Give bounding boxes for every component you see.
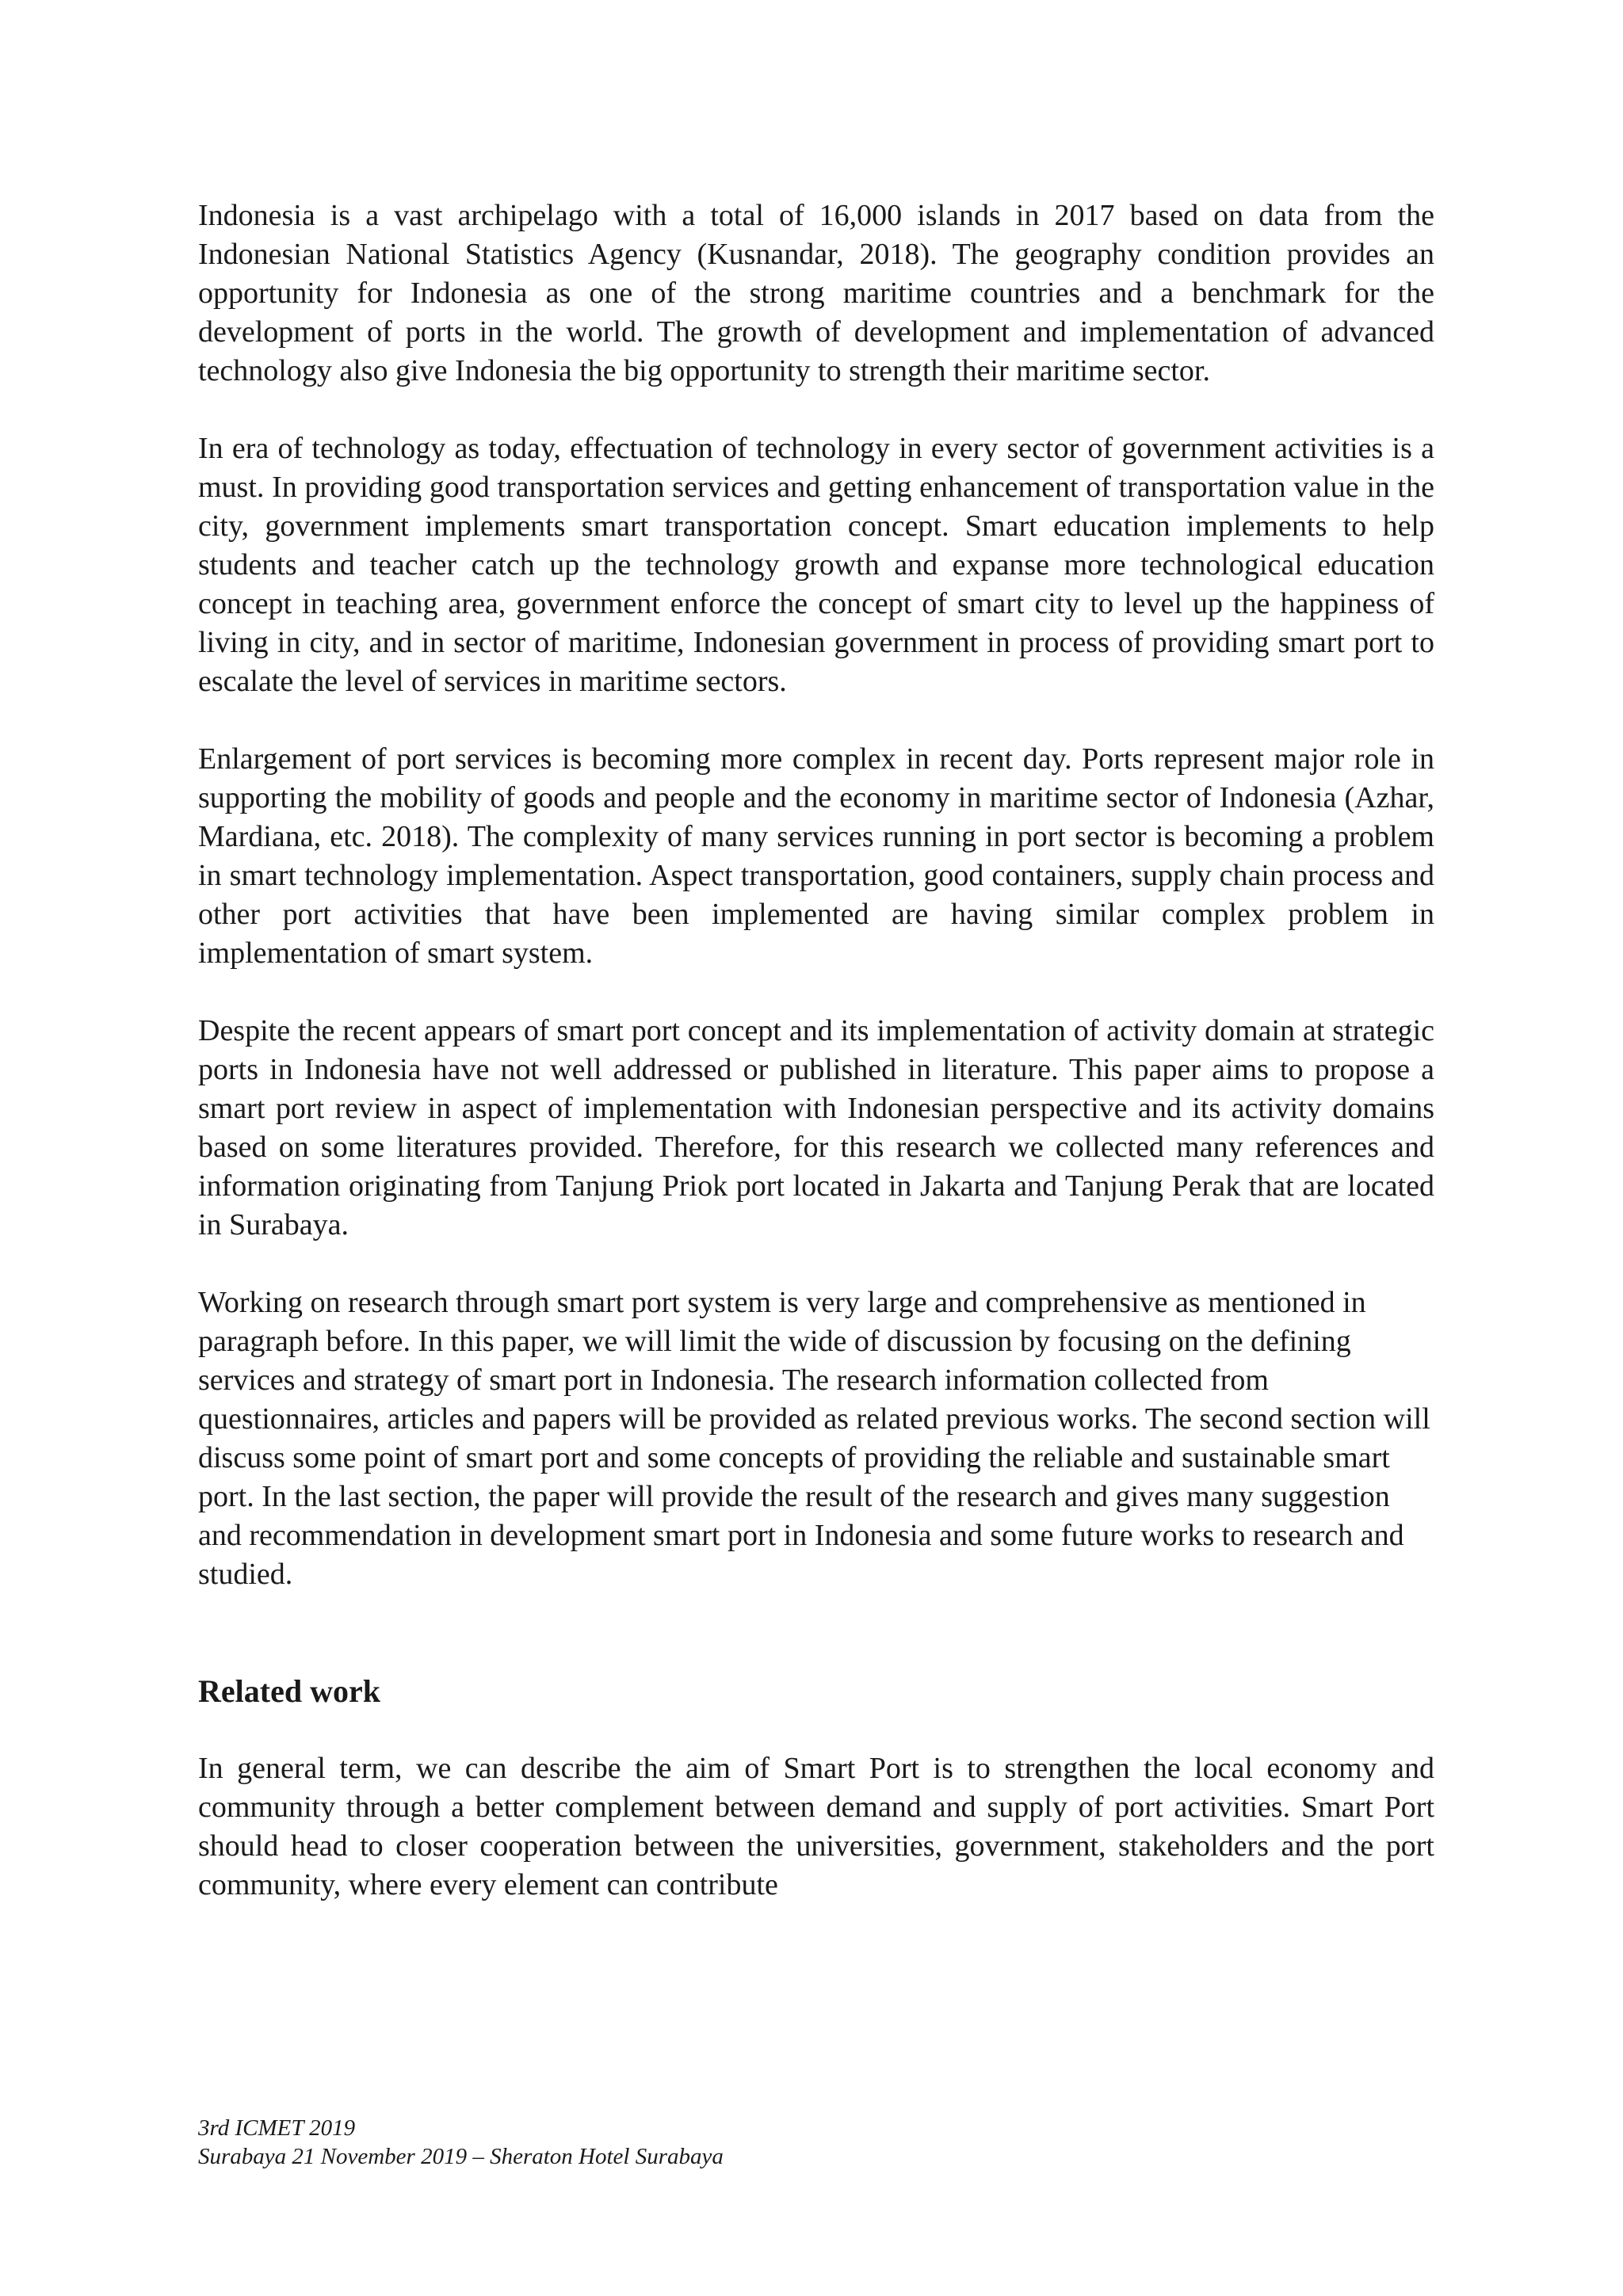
paragraph-related-work: In general term, we can describe the aim of Smart Port is to strengthen the local economy and community through a better complement between demand and supply of port activities. Smart Port should head to closer cooperation between the universities, government, stakeholders and the port community, where every element can contribute: [198, 1752, 1434, 1901]
paragraph-technology-era: In era of technology as today, effectuation of technology in every sector of government activities is a must. In providing good transportation services and getting enhancement of transportation value in the city, government implements smart transportation concept. Smart education implements to help students and teacher catch up the technology growth and expanse more technological education concept in teaching area, government enforce the concept of smart city to level up the happiness of living in city, and in sector of maritime, Indonesian government in process of providing smart port to escalate the level of services in maritime sectors.: [198, 432, 1434, 698]
paragraph-port-services: Enlargement of port services is becoming more complex in recent day. Ports represent major role in supporting the mobility of goods and people and the economy in maritime sector of Indonesia (Azhar, Mardiana, etc. 2018). The complexity of many services running in port sector is becoming a problem in smart technology implementation. Aspect transportation, good containers, supply chain process and other port activities that have been implemented are having similar complex problem in implementation of smart system.: [198, 742, 1434, 970]
footer-venue: Surabaya 21 November 2019 – Sheraton Hotel Surabaya: [198, 2144, 724, 2169]
paragraph-paper-structure: Working on research through smart port system is very large and comprehensive as mentioned in paragraph before. In this paper, we will limit the wide of discussion by focusing on the defining services and strategy of smart port in Indonesia. The research information collected from questionnaires, articles and papers will be provided as related previous works. The second section will discuss some point of smart port and some concepts of providing the reliable and sustainable smart port. In the last section, the paper will provide the result of the research and gives many suggestion and recommendation in development smart port in Indonesia and some future works to research and studied.: [198, 1286, 1430, 1591]
section-heading-related-work: Related work: [198, 1673, 380, 1709]
footer-conference: 3rd ICMET 2019: [198, 2115, 356, 2141]
paragraph-paper-aim: Despite the recent appears of smart port concept and its implementation of activity domain at strategic ports in Indonesia have not well addressed or published in literature. This paper aims to propose a smart port review in aspect of implementation with Indonesian perspective and its activity domains based on some literatures provided. Therefore, for this research we collected many references and information originating from Tanjung Priok port located in Jakarta and Tanjung Perak that are located in Surabaya.: [198, 1014, 1434, 1241]
paragraph-intro-archipelago: Indonesia is a vast archipelago with a total of 16,000 islands in 2017 based on data from the Indonesian National Statistics Agency (Kusnandar, 2018). The geography condition provides an opportunity for Indonesia as one of the strong maritime countries and a benchmark for the development of ports in the world. The growth of development and implementation of advanced technology also give Indonesia the big opportunity to strength their maritime sector.: [198, 199, 1434, 387]
page-footer: [198, 2114, 724, 2171]
body-text: [198, 196, 1434, 1905]
